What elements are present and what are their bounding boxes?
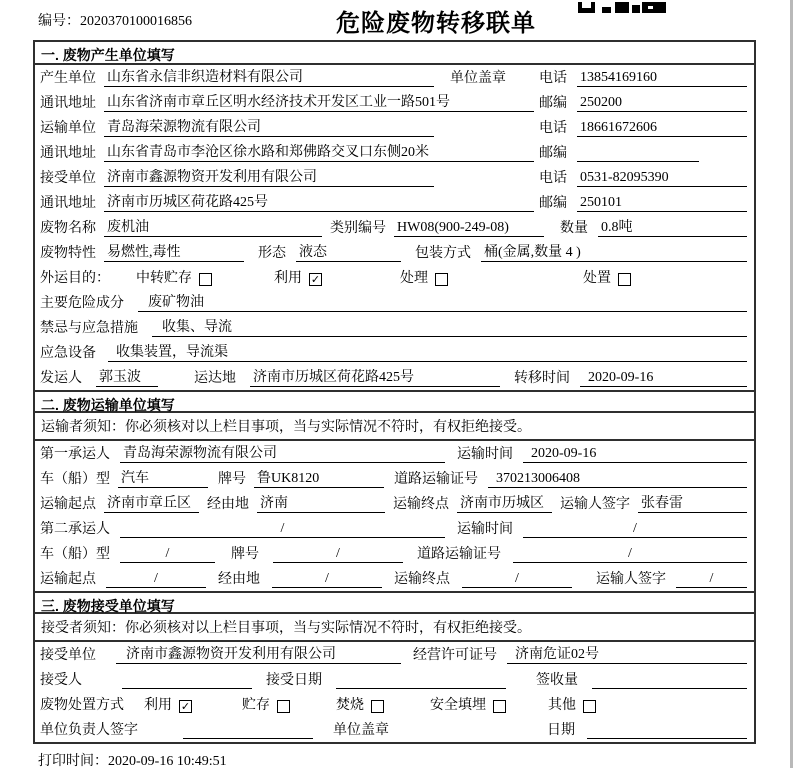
equipment-value: 收集装置，导流渠 (108, 344, 747, 362)
transporter-sign-label: 运输人签字 (596, 572, 666, 587)
accept-date-value (336, 688, 506, 689)
road-permit-label: 道路运输证号 (394, 472, 478, 487)
receiver-label: 接受单位 (40, 171, 96, 186)
receiver-address-value: 济南市历城区荷花路425号 (104, 194, 534, 212)
accept-person-row (35, 667, 754, 692)
carrier2-value: / (120, 520, 445, 538)
carrier2-origin-value: / (106, 570, 206, 588)
carrier2-via-value: / (272, 570, 382, 588)
receiver-address-row (35, 190, 754, 215)
emergency-row (35, 315, 754, 340)
producer-zip-group (539, 94, 749, 112)
purpose-label: 外运目的： (40, 271, 110, 286)
carrier2-permit-value: / (513, 545, 747, 563)
transporter-address-row (35, 140, 754, 165)
shipper-label: 发运人 (40, 371, 82, 386)
manifest-table (33, 40, 756, 744)
receiver-value: 济南市鑫源物资开发利用有限公司 (104, 169, 434, 187)
vehicle-label: 车（船）型 (40, 472, 110, 487)
carrier1-sign-value: 张春雷 (638, 495, 747, 513)
checkbox-utilize: ✓ (180, 700, 191, 713)
accept-date-label: 接受日期 (266, 673, 322, 688)
carrier1-permit-value: 370213006408 (488, 470, 747, 488)
sign-date-value (587, 738, 747, 739)
producer-address-value: 山东省济南市章丘区明水经济技术开发区工业一路501号 (104, 94, 534, 112)
address-label: 通讯地址 (40, 96, 96, 111)
carrier2-plate-value: / (273, 545, 403, 563)
checkbox-dispose (618, 273, 631, 286)
accept-unit-label: 接受单位 (40, 648, 96, 663)
checkbox-transfer-storage (199, 273, 212, 286)
equipment-label: 应急设备 (40, 346, 96, 361)
accept-person-value (122, 688, 252, 689)
zip-label: 邮编 (539, 96, 567, 111)
date-label: 日期 (547, 723, 575, 738)
producer-zip-value: 250200 (577, 94, 747, 112)
via-label: 经由地 (218, 572, 260, 587)
amount-value (592, 688, 747, 689)
carrier1-vehicle-row (35, 466, 754, 491)
checkbox-store (277, 700, 290, 713)
producer-address-row (35, 90, 754, 115)
purpose-row (35, 265, 754, 290)
head-sign-value (183, 738, 313, 739)
producer-phone-group (539, 69, 749, 87)
transporter-row (35, 115, 754, 140)
receiver-phone-value: 0531-82095390 (577, 169, 747, 187)
phone-label: 电话 (539, 71, 567, 86)
equipment-row (35, 340, 754, 365)
waste-name-row (35, 215, 754, 240)
serial-number-line (38, 10, 192, 30)
packing-label: 包装方式 (415, 246, 471, 261)
transporter-zip-value (577, 161, 699, 162)
shipper-row (35, 365, 754, 390)
section3-notice: 接受者须知：你必须核对以上栏目事项，当与实际情况不符时，有权拒绝接受。 (35, 614, 754, 642)
carrier1-row (35, 441, 754, 466)
producer-phone-value: 13854169160 (577, 69, 747, 87)
purpose-option-label: 处置 (583, 271, 611, 286)
transfer-time-label: 转移时间 (514, 371, 570, 386)
amount-label: 签收量 (536, 673, 578, 688)
phone-label: 电话 (539, 171, 567, 186)
print-time-label: 打印时间： (38, 754, 108, 768)
checkbox-incinerate (371, 700, 384, 713)
producer-value: 山东省永信非织造材料有限公司 (104, 69, 434, 87)
road-permit-label: 道路运输证号 (417, 547, 501, 562)
carrier1-route-row (35, 491, 754, 516)
checkbox-utilize: ✓ (310, 273, 321, 286)
plate-label: 牌号 (231, 547, 259, 562)
transporter-label: 运输单位 (40, 121, 96, 136)
producer-row (35, 65, 754, 90)
checkbox-treat (435, 273, 448, 286)
permit-value: 济南危证02号 (507, 646, 747, 664)
purpose-option-label: 处理 (400, 271, 428, 286)
disposal-option-label: 焚烧 (336, 698, 364, 713)
origin-label: 运输起点 (40, 497, 96, 512)
checkbox-landfill (493, 700, 506, 713)
traits-label: 废物特性 (40, 246, 96, 261)
disposal-label: 废物处置方式 (40, 698, 124, 713)
form-label: 形态 (258, 246, 286, 261)
carrier1-time-value: 2020-09-16 (523, 445, 747, 463)
disposal-row (35, 692, 754, 717)
transporter-phone-group (539, 119, 749, 137)
terminus-label: 运输终点 (394, 572, 450, 587)
transporter-value: 青岛海荣源物流有限公司 (104, 119, 434, 137)
carrier2-sign-value: / (676, 570, 747, 588)
carrier1-terminus-value: 济南市历城区 (457, 495, 552, 513)
carrier1-via-value: 济南 (257, 495, 385, 513)
transport-time-label: 运输时间 (457, 447, 513, 462)
page-title: 危险废物转移联单 (336, 10, 536, 37)
print-time-line (38, 750, 227, 768)
section3-title: 三. 废物接受单位填写 (35, 591, 754, 614)
purpose-option-label: 中转贮存 (136, 271, 192, 286)
carrier1-origin-value: 济南市章丘区 (104, 495, 199, 513)
transporter-sign-label: 运输人签字 (560, 497, 630, 512)
carrier2-row (35, 516, 754, 541)
transporter-phone-value: 18661672606 (577, 119, 747, 137)
transport-time-label: 运输时间 (457, 522, 513, 537)
receiver-zip-group (539, 194, 749, 212)
section2-notice: 运输者须知：你必须核对以上栏目事项，当与实际情况不符时，有权拒绝接受。 (35, 413, 754, 441)
hazard-row (35, 290, 754, 315)
transporter-zip-group (539, 145, 749, 162)
section1-title: 一. 废物产生单位填写 (35, 42, 754, 65)
waste-name-value: 废机油 (104, 219, 322, 237)
page-edge-shadow (790, 0, 793, 768)
packing-value: 桶(金属,数量 4 ) (481, 244, 747, 262)
hazard-label: 主要危险成分 (40, 296, 124, 311)
transporter-address-value: 山东省青岛市李沧区徐水路和郑佛路交叉口东侧20米 (104, 144, 534, 162)
origin-label: 运输起点 (40, 572, 96, 587)
emergency-label: 禁忌与应急措施 (40, 321, 138, 336)
accept-person-label: 接受人 (40, 673, 82, 688)
destination-value: 济南市历城区荷花路425号 (250, 369, 500, 387)
carrier2-vehicle-row (35, 541, 754, 566)
disposal-option-label: 贮存 (242, 698, 270, 713)
category-code-value: HW08(900-249-08) (394, 219, 544, 237)
disposal-option-label: 其他 (548, 698, 576, 713)
disposal-option-label: 利用 (144, 698, 172, 713)
serial-label: 编号： (38, 14, 80, 29)
receiver-row (35, 165, 754, 190)
quantity-value: 0.8吨 (598, 219, 747, 237)
terminus-label: 运输终点 (393, 497, 449, 512)
plate-label: 牌号 (218, 472, 246, 487)
serial-number: 2020370100016856 (80, 14, 192, 29)
carrier2-label: 第二承运人 (40, 522, 110, 537)
waste-name-label: 废物名称 (40, 221, 96, 236)
carrier1-label: 第一承运人 (40, 447, 110, 462)
head-sign-row (35, 717, 754, 742)
disposal-option-label: 安全填埋 (430, 698, 486, 713)
accept-unit-value: 济南市鑫源物资开发利用有限公司 (116, 646, 401, 664)
head-sign-label: 单位负责人签字 (40, 723, 138, 738)
carrier2-vehicle-value: / (120, 545, 215, 563)
purpose-option-label: 利用 (274, 271, 302, 286)
vehicle-label: 车（船）型 (40, 547, 110, 562)
address-label: 通讯地址 (40, 196, 96, 211)
form-value: 液态 (296, 244, 401, 262)
waste-traits-row (35, 240, 754, 265)
zip-label: 邮编 (539, 146, 567, 161)
address-label: 通讯地址 (40, 146, 96, 161)
receiver-phone-group (539, 169, 749, 187)
checkbox-other (583, 700, 596, 713)
category-label: 类别编号 (330, 221, 386, 236)
carrier1-vehicle-value: 汽车 (118, 470, 208, 488)
receiver-zip-value: 250101 (577, 194, 747, 212)
qr-code-fragment (578, 0, 666, 18)
carrier2-time-value: / (523, 520, 747, 538)
seal-label: 单位盖章 (333, 723, 389, 738)
print-time-value: 2020-09-16 10:49:51 (108, 754, 227, 768)
carrier1-plate-value: 鲁UK8120 (254, 470, 384, 488)
carrier2-terminus-value: / (462, 570, 572, 588)
producer-label: 产生单位 (40, 71, 96, 86)
via-label: 经由地 (207, 497, 249, 512)
transfer-time-value: 2020-09-16 (580, 369, 747, 387)
shipper-value: 郭玉波 (96, 369, 158, 387)
emergency-value: 收集、导流 (152, 319, 747, 337)
permit-label: 经营许可证号 (413, 648, 497, 663)
zip-label: 邮编 (539, 196, 567, 211)
phone-label: 电话 (539, 121, 567, 136)
traits-value: 易燃性,毒性 (104, 244, 244, 262)
accept-unit-row (35, 642, 754, 667)
carrier1-value: 青岛海荣源物流有限公司 (120, 445, 445, 463)
section2-title: 二. 废物运输单位填写 (35, 390, 754, 413)
destination-label: 运达地 (194, 371, 236, 386)
carrier2-route-row (35, 566, 754, 591)
quantity-label: 数量 (560, 221, 588, 236)
seal-label: 单位盖章 (450, 71, 506, 86)
hazard-value: 废矿物油 (138, 294, 747, 312)
